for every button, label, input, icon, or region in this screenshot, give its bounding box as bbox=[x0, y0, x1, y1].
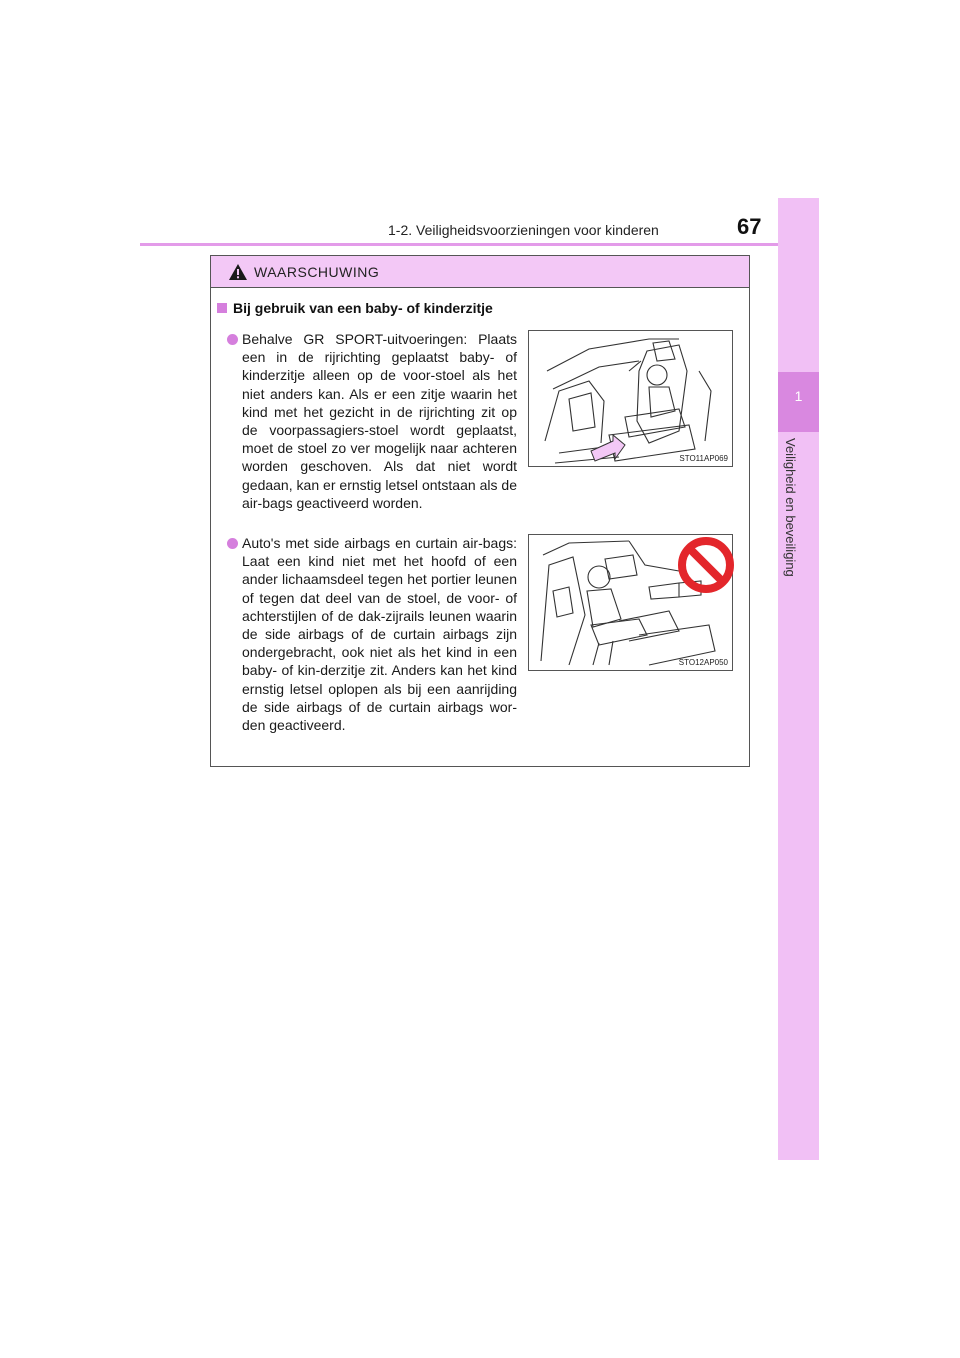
illustration-front-seat-child-seat bbox=[528, 330, 733, 467]
header-rule bbox=[140, 243, 818, 246]
warning-heading bbox=[217, 300, 493, 316]
bullet-text: Auto's met side airbags en curtain air-bags: Laat een kind niet met het hoofd of een ander lichaamsdeel tegen het portier leunen of tegen dat deel van de stoel, de voor- of achterstijlen of de dak-zijrails leunen waarin de side airbags of de curtain airbags zijn ondergebracht, ook niet als het kind in een baby- of kin-derzitje zit. Anders kan het kind ernstig letsel oplopen als bij een aanrijding de side airbags of de curtain airbags wor-den geactiveerd. bbox=[242, 535, 517, 734]
warning-triangle-icon bbox=[228, 263, 248, 281]
chapter-title: Veiligheid en beveiliging bbox=[783, 438, 798, 577]
figure-code: STO12AP050 bbox=[678, 658, 728, 667]
chapter-side-tab bbox=[778, 198, 819, 1160]
warning-box bbox=[210, 255, 750, 767]
section-title: 1-2. Veiligheidsvoorzieningen voor kinderen bbox=[388, 222, 659, 238]
bullet-text: Behalve GR SPORT-uitvoeringen: Plaats een in de rijrichting geplaatst baby- of kinderzitje alleen op de voor-stoel als het niet anders kan. Als er een zitje waarin het kind met het gezicht in de rijrichting zit op de voorpassagiers-stoel wordt geplaatst, moet de stoel zo ver mogelijk naar achteren worden geschoven. Als dat niet wordt gedaan, kan er ernstig letsel ontstaan als de air-bags geactiveerd worden. bbox=[242, 331, 517, 511]
bullet-dot-icon bbox=[227, 538, 238, 549]
square-bullet-icon bbox=[217, 303, 227, 313]
bullet-item bbox=[227, 534, 517, 734]
chapter-number: 1 bbox=[794, 388, 803, 404]
warning-heading-text: Bij gebruik van een baby- of kinderzitje bbox=[233, 300, 493, 316]
bullet-dot-icon bbox=[227, 334, 238, 345]
page-number: 67 bbox=[737, 214, 762, 239]
bullet-item bbox=[227, 330, 517, 512]
warning-title: WAARSCHUWING bbox=[254, 263, 380, 280]
child-seat-front-illustration bbox=[529, 331, 733, 467]
prohibition-icon bbox=[676, 535, 736, 595]
figure-code: STO11AP069 bbox=[679, 454, 728, 463]
warning-header bbox=[211, 256, 749, 288]
